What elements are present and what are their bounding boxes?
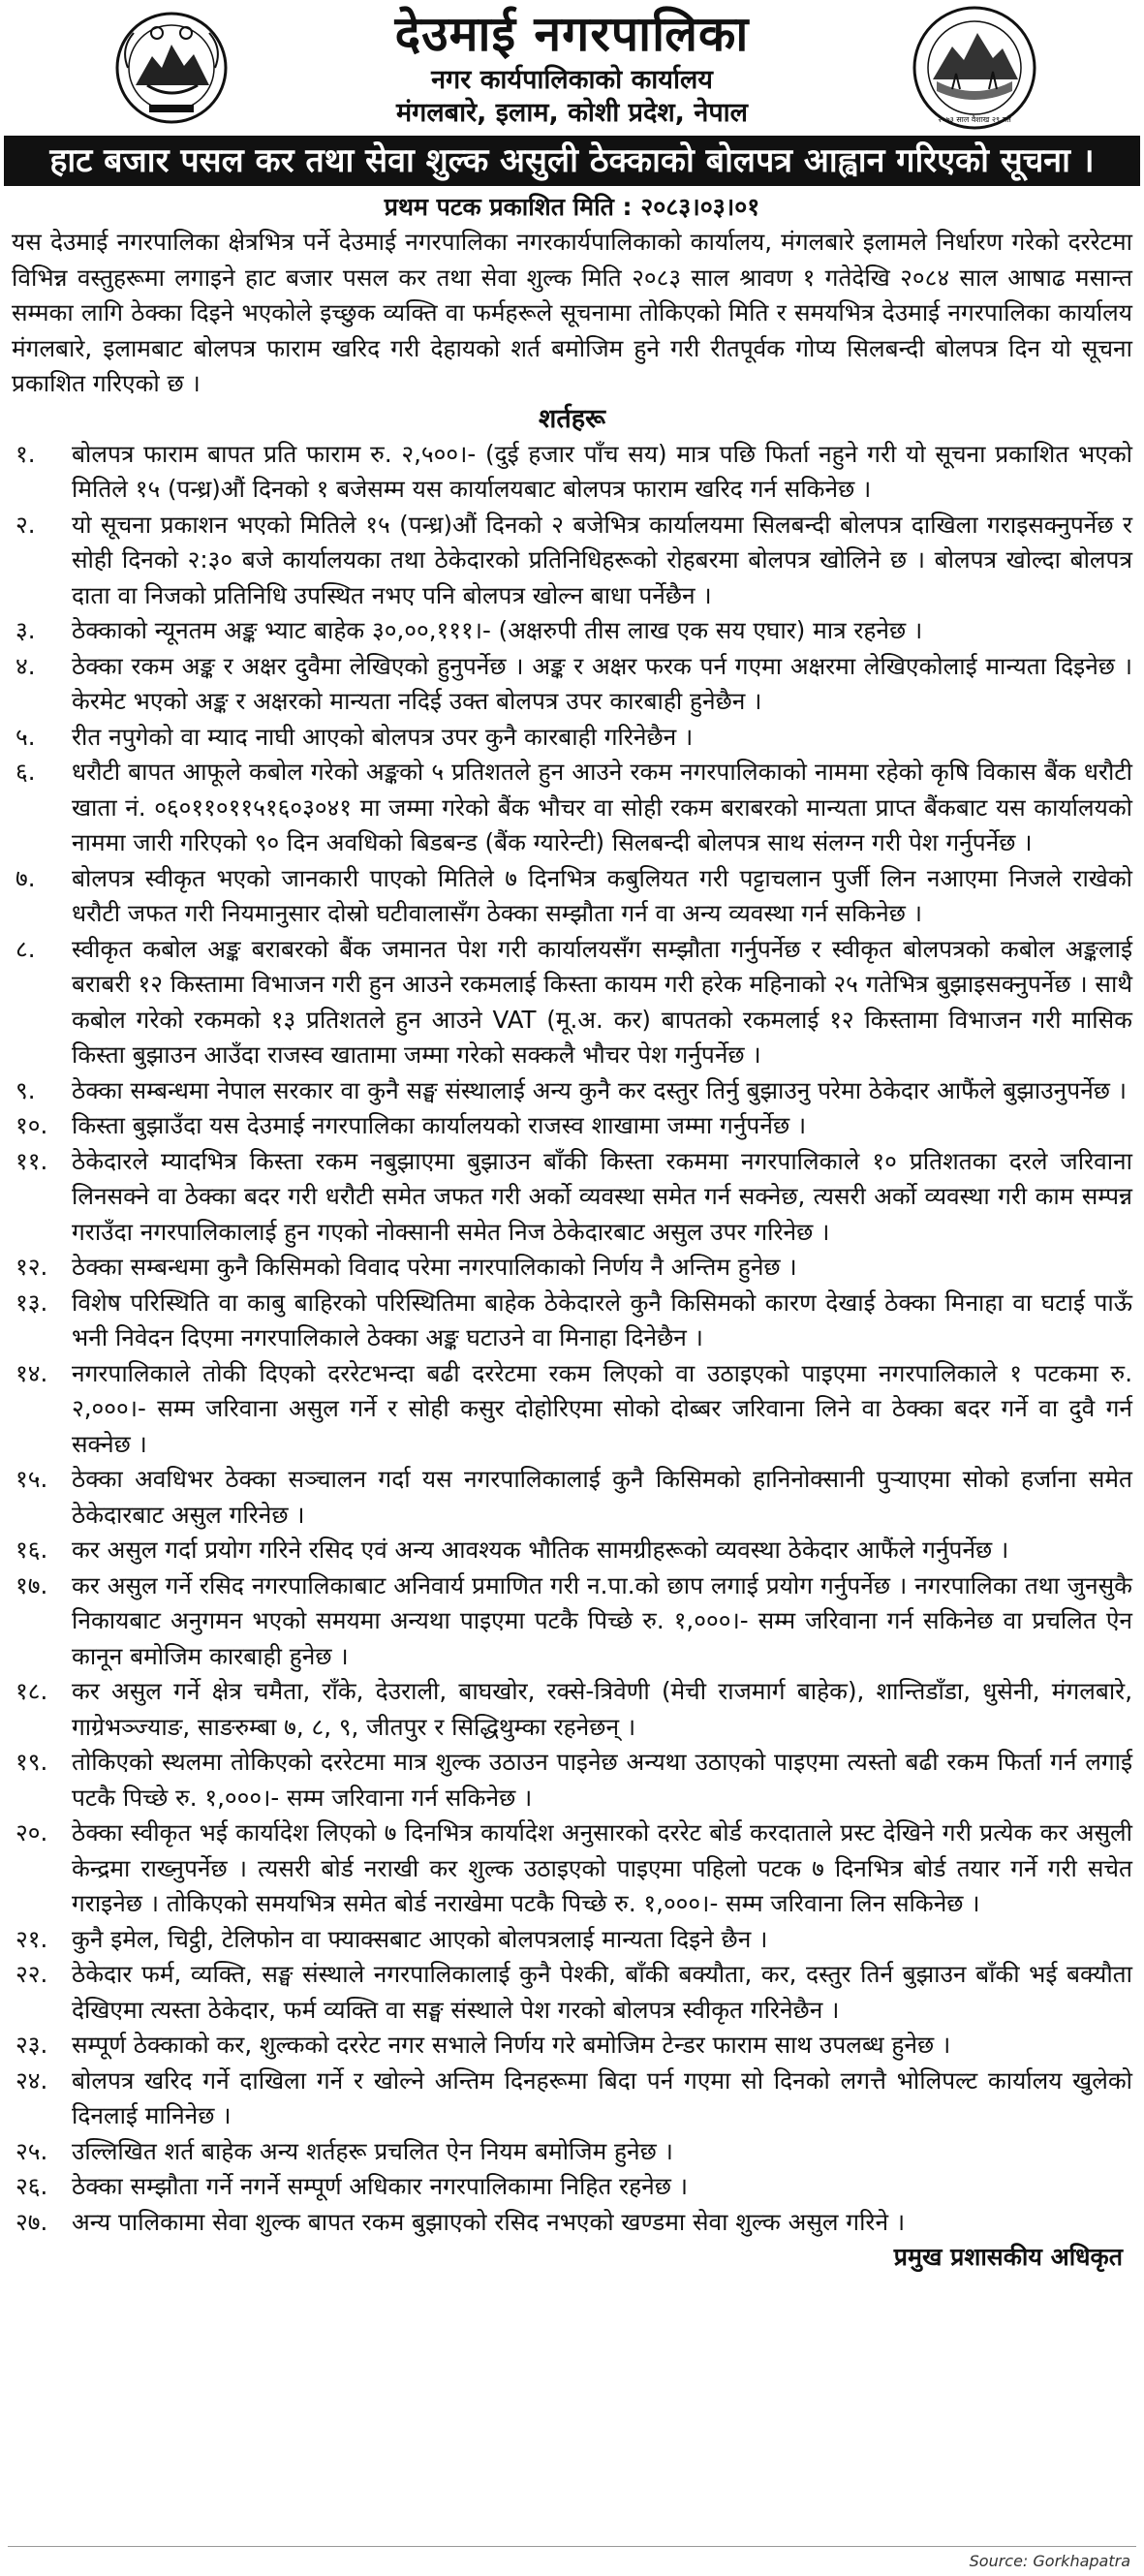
term-item [12,720,1132,756]
organization-name: देउमाई नगरपालिका [394,6,750,62]
term-item [12,2028,1132,2064]
publish-date: प्रथम पटक प्रकाशित मिति : २०८३।०३।०१ [384,193,760,221]
term-number: २४. [15,2065,48,2095]
term-item [12,1356,1132,1463]
term-item [12,1073,1132,1109]
term-number: १. [15,439,36,468]
term-item [12,1144,1132,1251]
term-number: १७. [15,1570,48,1599]
term-item [12,1462,1132,1533]
term-item [12,1568,1132,1675]
term-number: १४. [15,1358,48,1387]
term-text: उल्लिखित शर्त बाहेक अन्य शर्तहरू प्रचलित ऐन नियम बमोजिम हुनेछ । [72,2136,673,2165]
term-item [12,1957,1132,2028]
term-text: ठेक्काको न्यूनतम अङ्क भ्याट बाहेक ३०,००,१११।- (अक्षरुपी तीस लाख एक सय एघार) मात्र रहनेछ । [72,616,923,644]
term-text: ठेकेदार फर्म, व्यक्ति, सङ्घ संस्थाले नगरपालिकालाई कुनै पेश्की, बाँकी बक्यौता, कर, दस्तुर तिर्न बुझाउन बाँकी भई बक्यौता देखिएमा त्यस्ता ठेकेदार, फर्म व्यक्ति वा सङ्घ संस्थाले पेश गरको बोलपत्र स्वीकृत गरिनेछैन । [72,1960,1132,2024]
term-text: तोकिएको स्थलमा तोकिएको दररेटमा मात्र शुल्क उठाउन पाइनेछ अन्यथा उठाएको पाइएमा त्यस्तो बढी रकम फिर्ता गर्न लगाई पटकै पिच्छे रु. १,०००।- सम्म जरिवाना गर्न सकिनेछ । [72,1748,1132,1812]
office-address: मंगलबारे, इलाम, कोशी प्रदेश, नेपाल [396,98,748,128]
term-number: १२. [15,1253,48,1281]
term-number: २५. [15,2136,48,2165]
term-text: बोलपत्र खरिद गर्ने दाखिला गर्ने र खोल्ने अन्तिम दिनहरूमा बिदा पर्न गएमा सो दिनको लगत्तै भोलिपल्ट कार्यालय खुलेको दिनलाई मानिनेछ । [72,2065,1132,2129]
term-number: १३. [15,1288,48,1317]
term-text: कर असुल गर्दा प्रयोग गरिने रसिद एवं अन्य आवश्यक भौतिक सामग्रीहरूको व्यवस्था ठेकेदार आफैंले गर्नुपर्नेछ । [72,1536,1009,1564]
term-item [12,932,1132,1073]
term-text: ठेक्का रकम अङ्क र अक्षर दुवैमा लेखिएको हुनुपर्नेछ । अङ्क र अक्षर फरक पर्न गएमा अक्षरमा लेखिएकोलाई मान्यता दिइनेछ । केरमेट भएको अङ्क र अक्षरको मान्यता नदिई उक्त बोलपत्र उपर कारबाही हुनेछैन । [72,651,1132,715]
term-number: २०. [15,1818,48,1847]
term-number: २७. [15,2207,48,2236]
term-text: कर असुल गर्ने क्षेत्र चमैता, राँके, देउराली, बाघखोर, रक्से-त्रिवेणी (मेची राजमार्ग बाहेक), शान्तिडाँडा, धुसेनी, मंगलबारे, गाग्रेभञ्ज्याङ, साङरुम्बा ७, ८, ९, जीतपुर र सिद्धिथुम्का रहनेछन् । [72,1677,1132,1741]
term-text: ठेक्का अवधिभर ठेक्का सञ्चालन गर्दा यस नगरपालिकालाई कुनै किसिमको हानिनोक्सानी पुऱ्याएमा सोको हर्जाना समेत ठेकेदारबाट असुल गरिनेछ । [72,1465,1133,1529]
notice-title: हाट बजार पसल कर तथा सेवा शुल्क असुली ठेक्काको बोलपत्र आह्वान गरिएको सूचना । [4,136,1140,186]
term-number: २२. [15,1960,48,1988]
term-item [12,1745,1132,1816]
term-item [12,2205,1132,2241]
term-number: २३. [15,2031,48,2059]
term-item [12,613,1132,649]
signatory-title: प्रमुख प्रशासकीय अधिकृत [893,2243,1123,2271]
term-text: बोलपत्र फाराम बापत प्रति फाराम रु. २,५००।- (दुई हजार पाँच सय) मात्र पछि फिर्ता नहुने गरी यो सूचना प्रकाशित भएको मितिले १५ (पन्ध्र)औं दिनको १ बजेसम्म यस कार्यालयबाट बोलपत्र फाराम खरिद गर्न सकिनेछ । [72,439,1132,503]
term-number: २१. [15,1924,48,1953]
term-text: कर असुल गर्ने रसिद नगरपालिकाबाट अनिवार्य प्रमाणित गरी न.पा.को छाप लगाई प्रयोग गर्नुपर्नेछ । नगरपालिका तथा जुनसुकै निकायबाट अनुगमन भएको समयमा अन्यथा पाइएमा पटकै पिच्छे रु. १,०००।- सम्म जरिवाना गर्न सकिनेछ वा प्रचलित ऐन कानून बमोजिम कारबाही हुनेछ । [72,1570,1132,1670]
term-number: १६. [15,1536,48,1564]
term-item [12,1674,1132,1745]
term-item [12,2064,1132,2134]
term-item [12,1533,1132,1568]
term-number: १५. [15,1465,48,1493]
term-number: ३. [15,616,36,644]
term-number: १०. [15,1111,48,1139]
office-name: नगर कार्यपालिकाको कार्यालय [431,65,713,95]
term-item [12,861,1132,932]
term-text: बोलपत्र स्वीकृत भएको जानकारी पाएको मितिले ७ दिनभित्र कबुलियत गरी पट्टाचलान पुर्जी लिन नआएमा निजले राखेको धरौटी जफत गरी नियमानुसार दोस्रो घटीवालासँग ठेक्का सम्झौता गर्न वा अन्य व्यवस्था गर्न सकिनेछ । [72,863,1132,927]
term-number: ८. [15,934,36,963]
term-item [12,755,1132,861]
term-text: स्वीकृत कबोल अङ्क बराबरको बैंक जमानत पेश गरी कार्यालयसँग सम्झौता गर्नुपर्नेछ र स्वीकृत बोलपत्रको कबोल अङ्कलाई बराबरी १२ किस्तामा विभाजन गरी हुन आउने रकमलाई किस्ता कायम गरी हरेक महिनाको २५ गतेभित्र बुझाइसक्नुपर्नेछ । साथै कबोल गरेको रकमको १३ प्रतिशतले हुन आउने VAT (मू.अ. कर) बापतको रकमलाई १२ किस्तामा विभाजन गरी मासिक किस्ता बुझाउन आउँदा राजस्व खातामा जम्मा गरेको सक्कलै भौचर पेश गर्नुपर्नेछ । [72,934,1132,1069]
term-item [12,508,1132,614]
term-item [12,2134,1132,2170]
term-item [12,1250,1132,1286]
term-number: ५. [15,722,36,751]
term-text: ठेकेदारले म्यादभित्र किस्ता रकम नबुझाएमा बुझाउन बाँकी किस्ता रकममा नगरपालिकाले १० प्रतिशतका दरले जरिवाना लिनसक्ने वा ठेक्का बदर गरी धरौटी समेत जफत गरी अर्को व्यवस्था समेत गर्न सक्नेछ, त्यसरी अर्को व्यवस्था गरी काम सम्पन्न गराउँदा नगरपालिकालाई हुन गएको नोक्सानी समेत निज ठेकेदारबाट असुल उपर गरिनेछ । [72,1146,1132,1246]
term-item [12,649,1132,720]
terms-heading: शर्तहरू [538,403,606,434]
term-number: २६. [15,2172,48,2200]
term-item [12,437,1132,508]
term-text: सम्पूर्ण ठेक्काको कर, शुल्कको दररेट नगर सभाले निर्णय गरे बमोजिम टेन्डर फाराम साथ उपलब्ध हुनेछ । [72,2031,951,2059]
term-text: किस्ता बुझाउँदा यस देउमाई नगरपालिका कार्यालयको राजस्व शाखामा जम्मा गर्नुपर्नेछ । [72,1111,807,1139]
term-text: ठेक्का स्वीकृत भई कार्यादेश लिएको ७ दिनभित्र कार्यादेश अनुसारको दररेट बोर्ड करदाताले प्रस्ट देखिने गरी प्रत्येक कर असुली केन्द्रमा राख्नुपर्नेछ । त्यसरी बोर्ड नराखी कर शुल्क उठाइएको पाइएमा पहिलो पटक ७ दिनभित्र बोर्ड तयार गर्ने गरी सचेत गराइनेछ । तोकिएको समयभित्र समेत बोर्ड नराखेमा पटकै पिच्छे रु. १,०००।- सम्म जरिवाना लिन सकिनेछ । [72,1818,1132,1917]
term-number: १८. [15,1677,48,1705]
term-text: धरौटी बापत आफूले कबोल गरेको अङ्कको ५ प्रतिशतले हुन आउने रकम नगरपालिकाको नाममा रहेको कृषि विकास बैंक धरौटी खाता नं. ०६०११०११५१६०३०४१ मा जम्मा गरेको बैंक भौचर वा सोही रकम बराबरको मान्यता प्राप्त बैंकबाट यस कार्यालयको नाममा जारी गरिएको ९० दिन अवधिको बिडबन्ड (बैंक ग्यारेन्टी) सिलबन्दी बोलपत्र साथ संलग्न गरी पेश गर्नुपर्नेछ । [72,758,1132,856]
municipality-seal-icon [908,4,1041,132]
terms-list [12,437,1132,2241]
term-text: ठेक्का सम्बन्धमा कुनै किसिमको विवाद परेमा नगरपालिकाको निर्णय नै अन्तिम हुनेछ । [72,1253,797,1281]
term-number: ४. [15,651,36,680]
term-text: कुनै इमेल, चिट्ठी, टेलिफोन वा फ्याक्सबाट आएको बोलपत्रलाई मान्यता दिइने छैन । [72,1924,768,1953]
term-text: ठेक्का सम्झौता गर्ने नगर्ने सम्पूर्ण अधिकार नगरपालिकामा निहित रहनेछ । [72,2172,688,2200]
term-item [12,1108,1132,1144]
term-number: २. [15,510,36,539]
term-text: रीत नपुगेको वा म्याद नाघी आएको बोलपत्र उपर कुनै कारबाही गरिनेछैन । [72,722,694,751]
term-text: विशेष परिस्थिति वा काबु बाहिरको परिस्थितिमा बाहेक ठेकेदारले कुनै किसिमको कारण देखाई ठेक्का मिनाहा वा घटाई पाऊँ भनी निवेदन दिएमा नगरपालिकाले ठेक्का अङ्क घटाउने वा मिनाहा दिनेछैन । [72,1288,1132,1351]
term-number: १९. [15,1748,48,1776]
term-number: ६. [15,758,36,786]
term-text: नगरपालिकाले तोकी दिएको दररेटभन्दा बढी दररेटमा रकम लिएको वा उठाइएको पाइएमा नगरपालिकाले १ पटकमा रु. २,०००।- सम्म जरिवाना असुल गर्ने र सोही कसुर दोहोरिएमा सोको दोब्बर जरिवाना लिने वा ठेक्का बदर गर्ने वा दुवै गर्न सक्नेछ । [72,1358,1132,1458]
intro-paragraph: यस देउमाई नगरपालिका क्षेत्रभित्र पर्ने देउमाई नगरपालिका नगरकार्यपालिकाको कार्यालय, मंगलबारे इलामले निर्धारण गरेको दररेटमा विभिन्न वस्तुहरूमा लगाइने हाट बजार पसल कर तथा सेवा शुल्क मिति २०८३ साल श्रावण १ गतेदेखि २०८४ साल आषाढ मसान्त सम्मका लागि ठेक्का दिइने भएकोले इच्छुक व्यक्ति वा फर्महरूले सूचनामा तोकिएको मिति र समयभित्र देउमाई नगरपालिका कार्यालय मंगलबारे, इलामबाट बोलपत्र फाराम खरिद गरी देहायको शर्त बमोजिम हुने गरी रीतपूर्वक गोप्य सिलबन्दी बोलपत्र दिन यो सूचना प्रकाशित गरिएको छ । [12,228,1132,397]
term-text: ठेक्का सम्बन्धमा नेपाल सरकार वा कुनै सङ्घ संस्थालाई अन्य कुनै कर दस्तुर तिर्नु बुझाउनु परेमा ठेकेदार आफैंले बुझाउनुपर्नेछ । [72,1075,1128,1104]
term-text: अन्य पालिकामा सेवा शुल्क बापत रकम बुझाएको रसिद नभएको खण्डमा सेवा शुल्क असुल गरिने । [72,2207,906,2236]
term-number: ११. [15,1146,48,1175]
seal-caption: २०७३ साल वैशाख २९ गते [938,115,1011,124]
term-text: यो सूचना प्रकाशन भएको मितिले १५ (पन्ध्र)औं दिनको २ बजेभित्र कार्यालयमा सिलबन्दी बोलपत्र दाखिला गराइसक्नुपर्नेछ र सोही दिनको २:३० बजे कार्यालयका तथा ठेकेदारको प्रतिनिधिहरूको रोहबरमा बोलपत्र खोलिने छ । बोलपत्र खोल्दा बोलपत्र दाता वा निजको प्रतिनिधि उपस्थित नभए पनि बोलपत्र खोल्न बाधा पर्नेछैन । [72,510,1132,609]
term-item [12,1922,1132,1958]
letterhead [8,0,1136,136]
term-item [12,1816,1132,1922]
term-item [12,2169,1132,2205]
term-number: ९. [15,1075,36,1104]
term-number: ७. [15,863,36,892]
source-divider [8,2546,1136,2547]
term-item [12,1286,1132,1356]
source-credit: Source: Gorkhapatra [969,2552,1130,2570]
